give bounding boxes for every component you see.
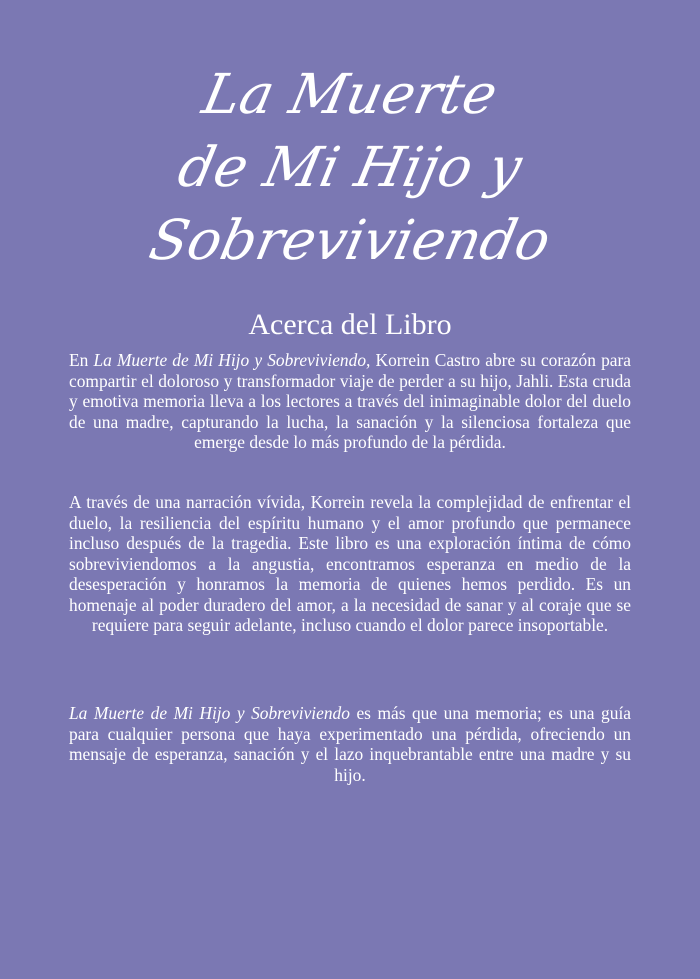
title-line-3: Sobreviviendo xyxy=(144,208,557,272)
paragraph-1 xyxy=(69,350,631,453)
paragraph-2-text: A través de una narración vívida, Korrein revela la complejidad de enfrentar el duelo, la resiliencia del espíritu humano y el amor profundo que permanece incluso después de la tragedia. Este libro es una exploración íntima de cómo sobreviviendomos a la angustia, encontramos esperanza en medio de la desesperación y honramos la memoria de quienes hemos perdido. Es un homenaje al poder duradero del amor, a la necesidad de sanar y al coraje que se requiere para seguir adelante, incluso cuando el dolor parece insoportable. xyxy=(69,492,631,635)
paragraph-1-text: Korrein Castro abre su corazón para compartir el doloroso y transformador viaje de perder a su hijo, Jahli. Esta cruda y emotiva memoria lleva a los lectores a través del inimaginable dolor del duelo de una madre, capturando la lucha, la sanación y la silenciosa fortaleza que emerge desde lo más profundo de la pérdida. xyxy=(69,350,631,452)
paragraph-1-book-title: La Muerte de Mi Hijo y Sobreviviendo, xyxy=(93,350,371,370)
section-heading: Acerca del Libro xyxy=(248,308,452,341)
paragraph-3 xyxy=(69,703,631,785)
paragraph-1-lead: En xyxy=(69,350,94,370)
book-title xyxy=(0,58,700,277)
paragraph-2 xyxy=(69,492,631,636)
title-line-2: de Mi Hijo y xyxy=(172,135,528,199)
title-line-1: La Muerte xyxy=(197,62,503,126)
paragraph-3-text: es más que una memoria; es una guía para cualquier persona que haya experimentado una pérdida, ofreciendo un mensaje de esperanza, sanación y el lazo inquebrantable entre una madre y su hijo. xyxy=(69,703,631,785)
paragraph-3-book-title: La Muerte de Mi Hijo y Sobreviviendo xyxy=(69,703,350,723)
